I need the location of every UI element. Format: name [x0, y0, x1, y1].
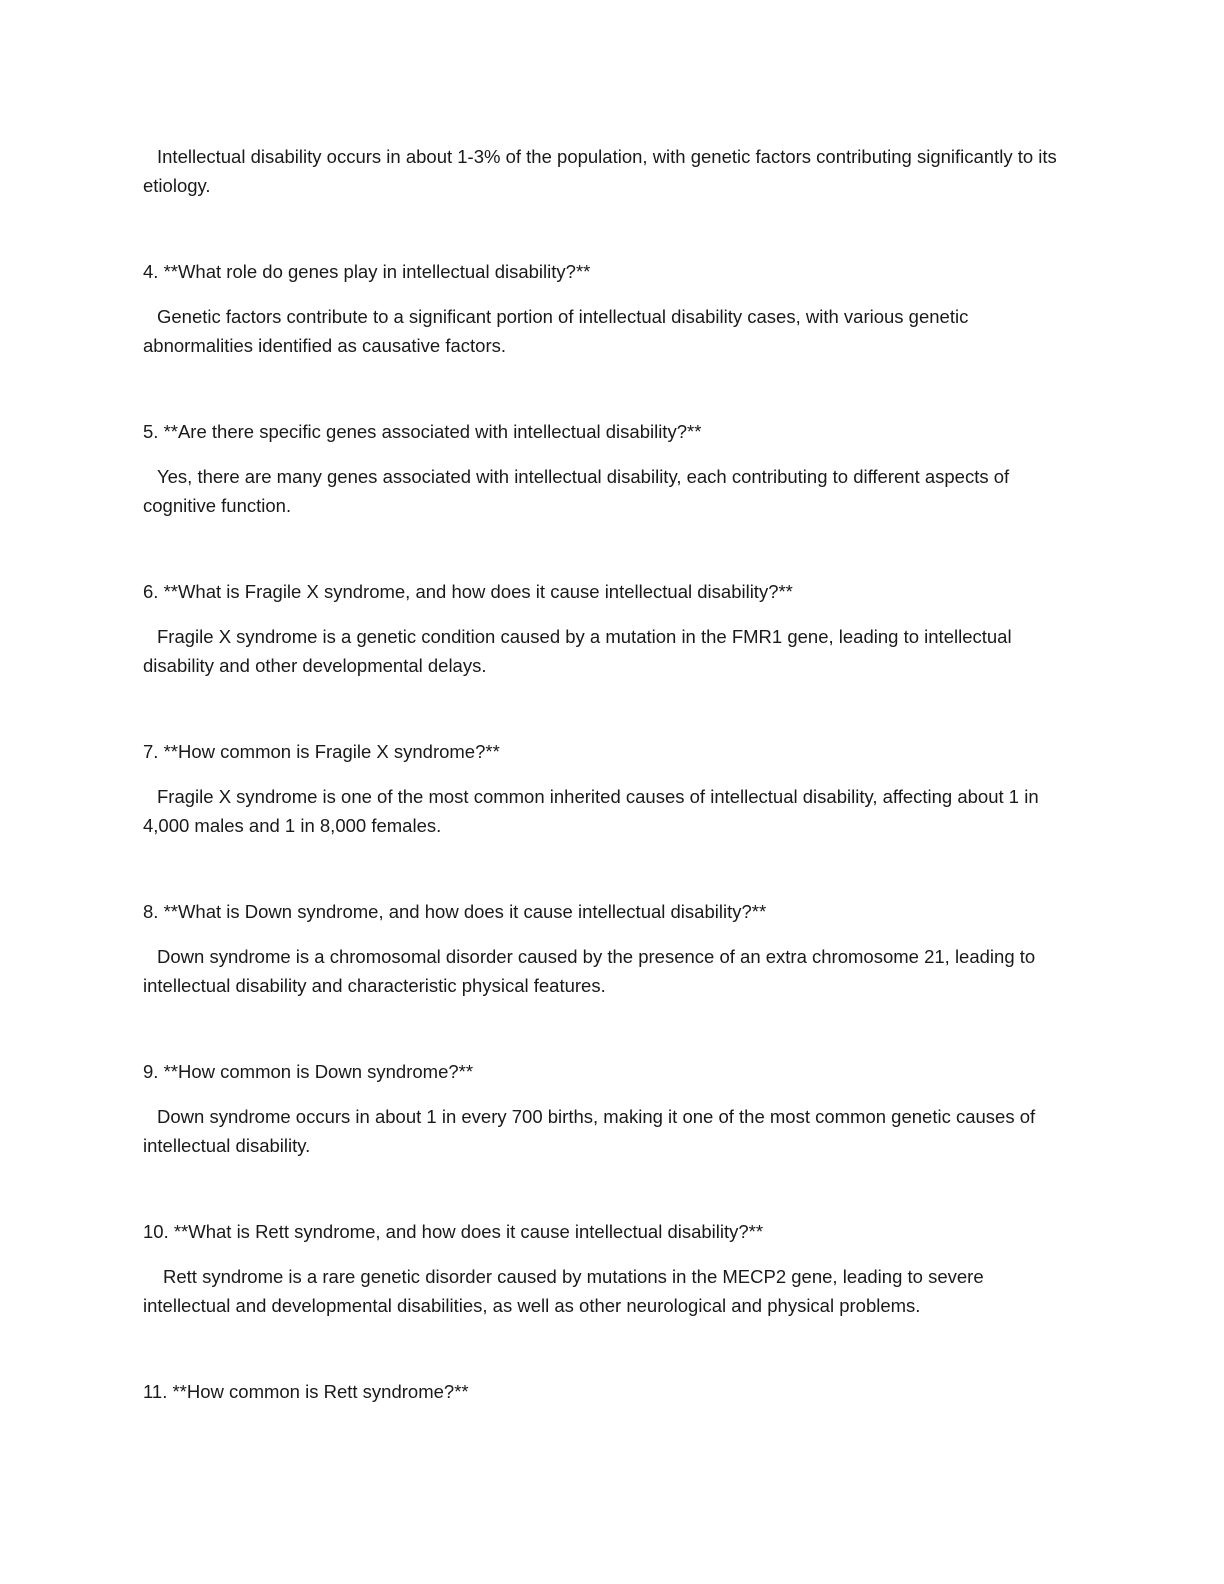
- qa-item-10: [143, 1217, 1073, 1320]
- qa-item-5: [143, 417, 1073, 520]
- question-text: 11. **How common is Rett syndrome?**: [143, 1381, 469, 1402]
- qa-item-7: [143, 737, 1073, 840]
- answer-text: Fragile X syndrome is one of the most common inherited causes of intellectual disability, affecting about 1 in 4,000 males and 1 in 8,000 females.: [143, 786, 1039, 836]
- question-text: 5. **Are there specific genes associated with intellectual disability?**: [143, 421, 702, 442]
- question-text: 10. **What is Rett syndrome, and how does it cause intellectual disability?**: [143, 1221, 764, 1242]
- document-body: [143, 142, 1073, 1406]
- answer-text: Fragile X syndrome is a genetic condition caused by a mutation in the FMR1 gene, leading to intellectual disability and other developmental delays.: [143, 626, 1012, 676]
- question-text: 4. **What role do genes play in intellectual disability?**: [143, 261, 591, 282]
- answer-text: Rett syndrome is a rare genetic disorder caused by mutations in the MECP2 gene, leading to severe intellectual and developmental disabilities, as well as other neurological and physical problems.: [143, 1266, 984, 1316]
- answer-text: Yes, there are many genes associated with intellectual disability, each contributing to different aspects of cognitive function.: [143, 466, 1010, 516]
- qa-item-8: [143, 897, 1073, 1000]
- qa-item-11: [143, 1377, 1073, 1406]
- answer-text: Down syndrome occurs in about 1 in every 700 births, making it one of the most common genetic causes of intellectual disability.: [143, 1106, 1036, 1156]
- qa-item-9: [143, 1057, 1073, 1160]
- question-text: 7. **How common is Fragile X syndrome?**: [143, 741, 500, 762]
- answer-text: Down syndrome is a chromosomal disorder caused by the presence of an extra chromosome 21, leading to intellectual disability and characteristic physical features.: [143, 946, 1036, 996]
- question-text: 9. **How common is Down syndrome?**: [143, 1061, 474, 1082]
- answer-text: Genetic factors contribute to a significant portion of intellectual disability cases, with various genetic abnormalities identified as causative factors.: [143, 306, 969, 356]
- question-text: 8. **What is Down syndrome, and how does it cause intellectual disability?**: [143, 901, 767, 922]
- qa-item-4: [143, 257, 1073, 360]
- question-text: 6. **What is Fragile X syndrome, and how does it cause intellectual disability?**: [143, 581, 793, 602]
- answer-text: Intellectual disability occurs in about 1-3% of the population, with genetic factors contributing significantly to its etiology.: [143, 146, 1057, 196]
- qa-item-6: [143, 577, 1073, 680]
